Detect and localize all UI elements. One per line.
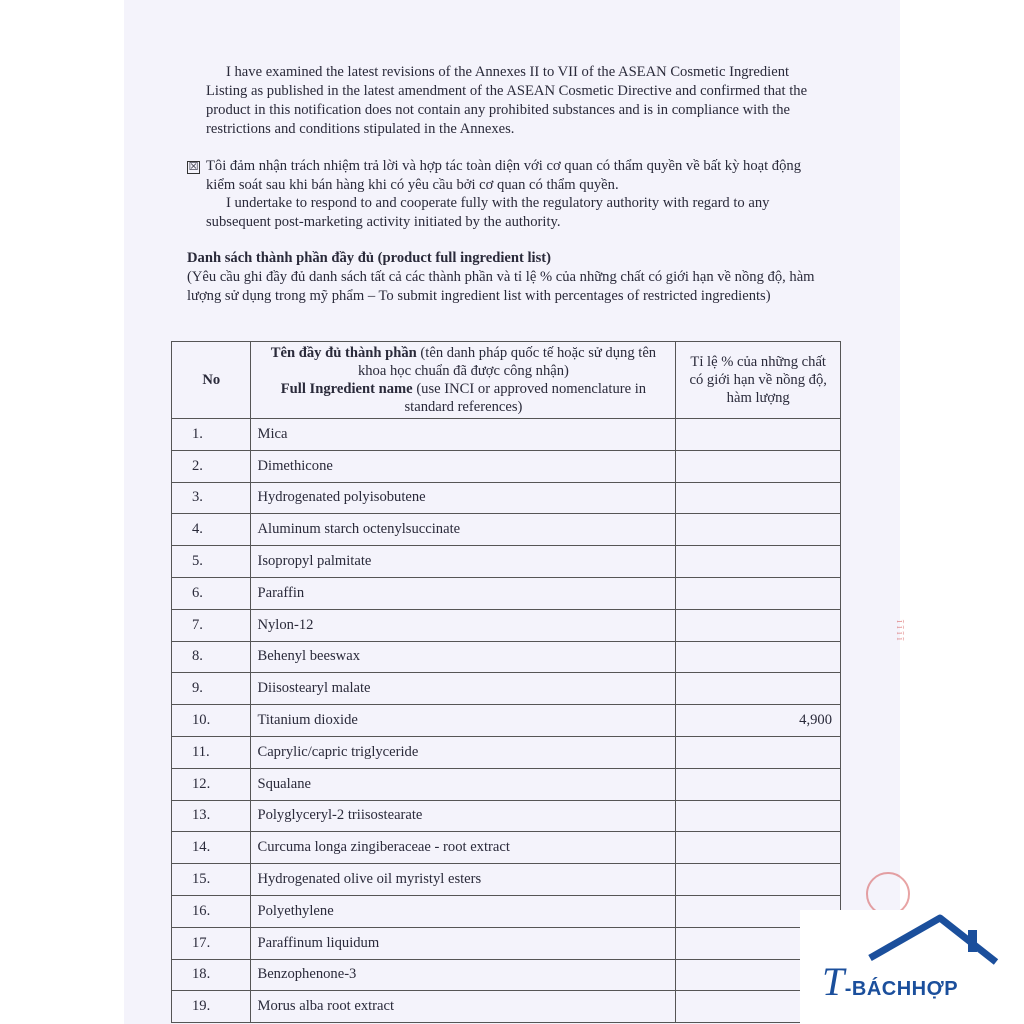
row-number: 7. [172, 609, 251, 641]
ingredient-name: Hydrogenated polyisobutene [251, 482, 676, 514]
row-number: 3. [172, 482, 251, 514]
row-number: 5. [172, 546, 251, 578]
logo-initial: T [822, 959, 845, 1004]
table-row [172, 705, 841, 737]
table-row [172, 546, 841, 578]
row-number: 10. [172, 705, 251, 737]
table-row [172, 577, 841, 609]
ingredient-list-title: Danh sách thành phần đầy đủ (product full ingredient list) [187, 250, 552, 266]
ingredient-name: Diisostearyl malate [251, 673, 676, 705]
table-row [172, 800, 841, 832]
header-ingredient-name [251, 342, 676, 419]
ingredient-name: Polyethylene [251, 895, 676, 927]
ingredient-percentage [676, 450, 841, 482]
header-name-vi-bold: Tên đầy đủ thành phần [270, 345, 417, 361]
checked-box-icon: ☒ [188, 161, 199, 173]
table-row [172, 927, 841, 959]
header-no: No [172, 342, 251, 419]
ingredient-name: Paraffinum liquidum [251, 927, 676, 959]
ingredient-percentage [676, 577, 841, 609]
row-number: 2. [172, 450, 251, 482]
ingredient-percentage [676, 514, 841, 546]
table-header-row [172, 342, 841, 419]
ingredient-percentage [676, 609, 841, 641]
ingredient-percentage [676, 832, 841, 864]
ingredient-name: Isopropyl palmitate [251, 546, 676, 578]
header-name-en: (use INCI or approved nomenclature in standard references) [404, 381, 647, 415]
row-number: 8. [172, 641, 251, 673]
ingredient-percentage [676, 482, 841, 514]
row-number: 9. [172, 673, 251, 705]
row-number: 15. [172, 864, 251, 896]
ingredient-list-note: (Yêu cầu ghi đầy đủ danh sách tất cả các thành phần và tỉ lệ % của những chất có giới hạn về nồng độ, hàm lượng sử dụng trong mỹ phẩm – To submit ingredient list with percentages of restricted ingredients) [187, 269, 815, 304]
row-number: 14. [172, 832, 251, 864]
ingredient-percentage [676, 768, 841, 800]
table-row [172, 864, 841, 896]
table-row [172, 832, 841, 864]
header-percentage: Tỉ lệ % của những chất có giới hạn về nồng độ, hàm lượng [676, 342, 841, 419]
ingredient-percentage: 4,900 [676, 705, 841, 737]
table-row [172, 673, 841, 705]
row-number: 19. [172, 991, 251, 1023]
undertaking-paragraph-vi: Tôi đảm nhận trách nhiệm trả lời và hợp tác toàn diện với cơ quan có thẩm quyền về bất kỳ hoạt động kiểm soát sau khi bán hàng khi có yêu cầu bởi cơ quan có thẩm quyền. [206, 158, 801, 193]
table-row [172, 419, 841, 451]
ingredient-table [171, 341, 841, 1023]
ingredient-name: Benzophenone-3 [251, 959, 676, 991]
ingredient-name: Aluminum starch octenylsuccinate [251, 514, 676, 546]
row-number: 4. [172, 514, 251, 546]
ingredient-name: Squalane [251, 768, 676, 800]
table-row [172, 768, 841, 800]
row-number: 12. [172, 768, 251, 800]
declaration-annexes-paragraph: I have examined the latest revisions of the Annexes II to VII of the ASEAN Cosmetic Ingredient Listing as published in the latest amendment of the ASEAN Cosmetic Directive and confirmed that the product in this notification does not contain any prohibited substances and is in compliance with the restrictions and conditions stipulated in the Annexes. [206, 64, 808, 137]
ingredient-percentage [676, 736, 841, 768]
ingredient-name: Morus alba root extract [251, 991, 676, 1023]
ingredient-percentage [676, 673, 841, 705]
table-row [172, 959, 841, 991]
ingredient-percentage [676, 800, 841, 832]
row-number: 16. [172, 895, 251, 927]
table-row [172, 895, 841, 927]
red-stamp-mark: ĩ ĩ ĩ ĩ [894, 620, 906, 641]
ingredient-name: Dimethicone [251, 450, 676, 482]
header-name-en-bold: Full Ingredient name [280, 381, 413, 397]
ingredient-percentage [676, 419, 841, 451]
ingredient-name: Caprylic/capric triglyceride [251, 736, 676, 768]
ingredient-name: Nylon-12 [251, 609, 676, 641]
ingredient-name: Curcuma longa zingiberaceae - root extract [251, 832, 676, 864]
ingredient-name: Paraffin [251, 577, 676, 609]
table-row [172, 736, 841, 768]
table-row [172, 991, 841, 1023]
ingredient-name: Titanium dioxide [251, 705, 676, 737]
ingredient-percentage [676, 864, 841, 896]
row-number: 13. [172, 800, 251, 832]
table-row [172, 514, 841, 546]
ingredient-percentage [676, 546, 841, 578]
ingredient-name: Polyglyceryl-2 triisostearate [251, 800, 676, 832]
table-row [172, 641, 841, 673]
row-number: 17. [172, 927, 251, 959]
ingredient-percentage [676, 641, 841, 673]
ingredient-name: Behenyl beeswax [251, 641, 676, 673]
header-name-vi: (tên danh pháp quốc tế hoặc sử dụng tên khoa học chuẩn đã được công nhận) [357, 345, 657, 379]
table-row [172, 450, 841, 482]
row-number: 11. [172, 736, 251, 768]
undertaking-paragraph-en: I undertake to respond to and cooperate fully with the regulatory authority with regard to any subsequent post-marketing activity initiated by the authority. [206, 195, 770, 230]
ingredient-name: Hydrogenated olive oil myristyl esters [251, 864, 676, 896]
row-number: 18. [172, 959, 251, 991]
ingredient-name: Mica [251, 419, 676, 451]
logo-wordmark: -BÁCHHỢP [844, 978, 959, 1000]
table-row [172, 609, 841, 641]
logo-text [822, 958, 958, 1005]
row-number: 1. [172, 419, 251, 451]
row-number: 6. [172, 577, 251, 609]
table-row [172, 482, 841, 514]
